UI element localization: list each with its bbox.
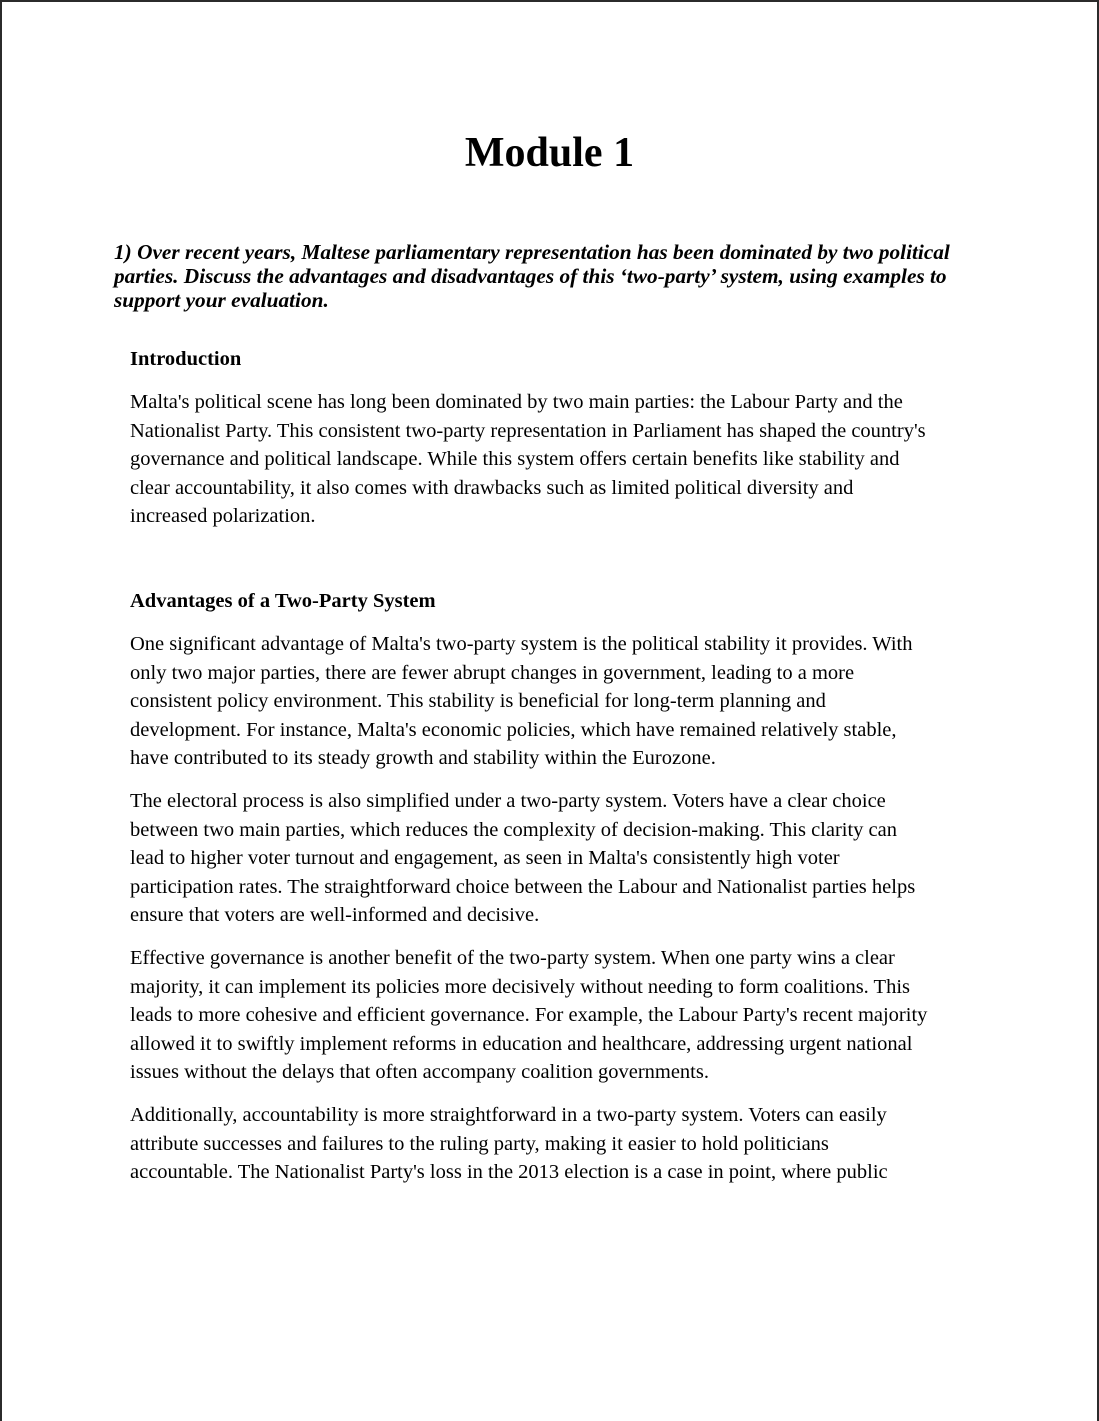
text-line: ensure that voters are well-informed and decisive. xyxy=(130,904,540,926)
text-line: One significant advantage of Malta's two-party system is the political stability it provides. With xyxy=(130,633,913,655)
text-line: consistent policy environment. This stability is beneficial for long-term planning and xyxy=(130,690,826,712)
document-title: Module 1 xyxy=(464,130,635,176)
text-line: clear accountability, it also comes with drawbacks such as limited political diversity and xyxy=(130,476,854,499)
section-heading-introduction: Introduction xyxy=(130,348,242,370)
paragraph-stability xyxy=(130,630,990,773)
text-line: Malta's political scene has long been dominated by two main parties: the Labour Party and the xyxy=(130,391,903,413)
text-line: accountable. The Nationalist Party's loss in the 2013 election is a case in point, where public xyxy=(130,1161,888,1183)
text-line: attribute successes and failures to the ruling party, making it easier to hold politicians xyxy=(130,1132,829,1155)
paragraph-electoral-process xyxy=(130,787,990,930)
question-line: support your evaluation. xyxy=(114,288,329,312)
text-line: The electoral process is also simplified under a two-party system. Voters have a clear choice xyxy=(130,790,886,812)
text-line: development. For instance, Malta's economic policies, which have remained relatively stable, xyxy=(130,718,897,741)
text-line: between two main parties, which reduces the complexity of decision-making. This clarity can xyxy=(130,818,897,841)
paragraph-accountability xyxy=(130,1101,990,1187)
text-line: leads to more cohesive and efficient governance. For example, the Labour Party's recent majority xyxy=(130,1004,928,1026)
section-heading-advantages: Advantages of a Two-Party System xyxy=(130,590,436,612)
text-line: increased polarization. xyxy=(130,505,316,527)
text-line: allowed it to swiftly implement reforms in education and healthcare, addressing urgent national xyxy=(130,1032,913,1055)
text-line: lead to higher voter turnout and engagement, as seen in Malta's consistently high voter xyxy=(130,847,840,869)
paragraph-effective-governance xyxy=(130,944,990,1087)
text-line: Effective governance is another benefit of the two-party system. When one party wins a clear xyxy=(130,947,895,969)
text-line: issues without the delays that often accompany coalition governments. xyxy=(130,1061,709,1083)
paragraph-introduction xyxy=(130,388,990,531)
text-line: participation rates. The straightforward choice between the Labour and Nationalist parties helps xyxy=(130,875,916,898)
question-line: 1) Over recent years, Maltese parliamentary representation has been dominated by two political xyxy=(114,240,950,264)
essay-question xyxy=(114,240,994,312)
text-line: governance and political landscape. While this system offers certain benefits like stability and xyxy=(130,448,900,470)
question-line: parties. Discuss the advantages and disadvantages of this ‘two-party’ system, using examples to xyxy=(114,264,947,288)
text-line: Nationalist Party. This consistent two-party representation in Parliament has shaped the country's xyxy=(130,419,926,442)
text-line: majority, it can implement its policies more decisively without needing to form coalitions. This xyxy=(130,975,910,998)
text-line: have contributed to its steady growth and stability within the Eurozone. xyxy=(130,747,716,769)
text-line: Additionally, accountability is more straightforward in a two-party system. Voters can easily xyxy=(130,1104,887,1126)
text-line: only two major parties, there are fewer abrupt changes in government, leading to a more xyxy=(130,661,855,684)
